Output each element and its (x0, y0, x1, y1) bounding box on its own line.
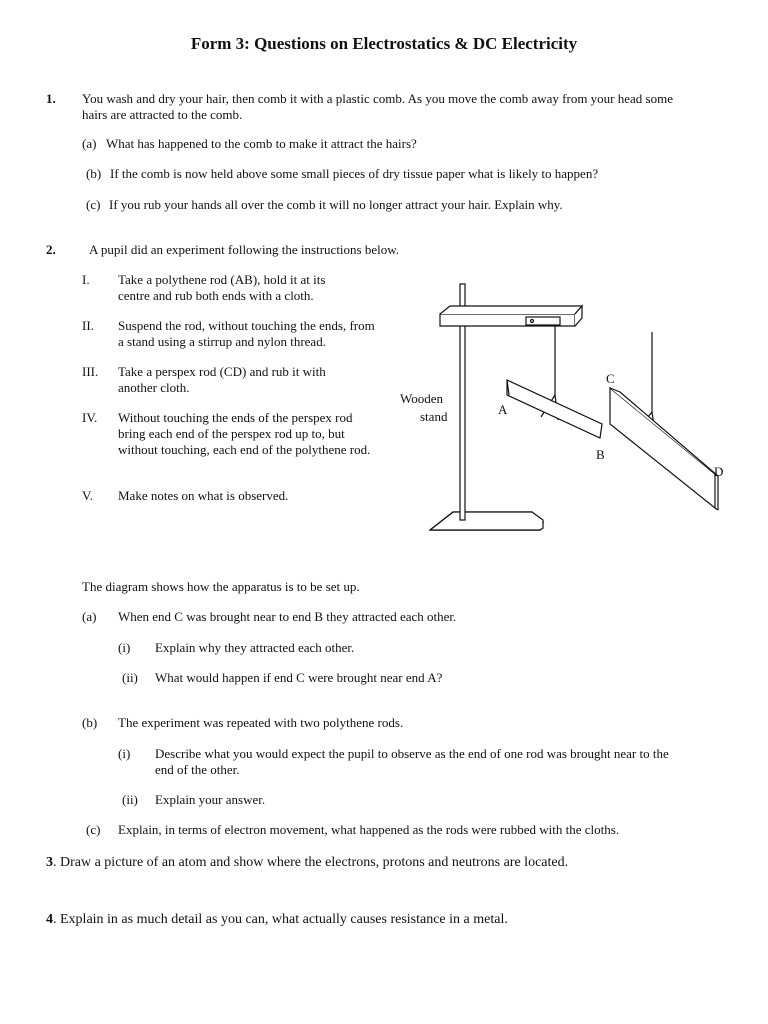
part-label: (b) (82, 715, 98, 730)
question-4 (46, 912, 508, 928)
step-text: Without touching the ends of the perspex rod bring each end of the perspex rod up to, but without touching, each end of the polythene rod. (118, 410, 371, 457)
question-number: 3 (46, 855, 53, 870)
question-number: 4 (46, 912, 53, 927)
subpart-text: What would happen if end C were brought near end A? (155, 670, 443, 685)
subpart-label: (i) (118, 746, 131, 761)
step-label: V. (82, 488, 93, 503)
subpart-text: Describe what you would expect the pupil to observe as the end of one rod was brought near to the end of the other. (155, 746, 669, 777)
subpart-label: (ii) (122, 792, 138, 807)
part-label: (a) (82, 609, 97, 624)
part-text: If the comb is now held above some small pieces of dry tissue paper what is likely to happen? (110, 166, 599, 181)
page-title: Form 3: Questions on Electrostatics & DC Electricity (190, 34, 578, 53)
label-wooden: Wooden (400, 391, 443, 406)
subpart-label: (i) (118, 640, 131, 655)
step-label: I. (82, 272, 90, 287)
question-text: . Explain in as much detail as you can, what actually causes resistance in a metal. (53, 912, 508, 927)
step-text: Take a perspex rod (CD) and rub it with another cloth. (118, 364, 326, 395)
subpart-text: Explain your answer. (155, 792, 266, 807)
step-label: III. (82, 364, 99, 379)
label-stand: stand (420, 409, 448, 424)
part-text: When end C was brought near to end B they attracted each other. (118, 609, 457, 624)
label-end-a: A (498, 402, 508, 417)
part-label: (a) (82, 136, 97, 151)
part-text: If you rub your hands all over the comb it will no longer attract your hair. Explain why. (109, 197, 563, 212)
step-text: Take a polythene rod (AB), hold it at its centre and rub both ends with a cloth. (118, 272, 326, 303)
part-text: The experiment was repeated with two polythene rods. (118, 715, 404, 730)
part-text: Explain, in terms of electron movement, what happened as the rods were rubbed with the cloths. (118, 822, 620, 837)
label-end-c: C (606, 371, 615, 386)
part-text: What has happened to the comb to make it attract the hairs? (106, 136, 417, 151)
part-label: (b) (86, 166, 102, 181)
diagram-intro: The diagram shows how the apparatus is to be set up. (82, 579, 360, 594)
label-end-b: B (596, 447, 605, 462)
question-text: . Draw a picture of an atom and show where the electrons, protons and neutrons are located. (53, 855, 569, 870)
question-3 (46, 855, 568, 871)
subpart-text: Explain why they attracted each other. (155, 640, 355, 655)
question-number: 2. (46, 242, 56, 257)
step-text: Make notes on what is observed. (118, 488, 289, 503)
question-number: 1. (46, 91, 56, 106)
step-label: IV. (82, 410, 98, 425)
step-label: II. (82, 318, 94, 333)
question-stem: A pupil did an experiment following the instructions below. (89, 242, 400, 257)
label-end-d: D (714, 464, 724, 479)
question-stem: You wash and dry your hair, then comb it with a plastic comb. As you move the comb away from your head some hairs are attracted to the comb. (82, 91, 673, 122)
subpart-label: (ii) (122, 670, 138, 685)
apparatus-diagram (390, 262, 740, 547)
step-text: Suspend the rod, without touching the ends, from a stand using a stirrup and nylon thread. (118, 318, 375, 349)
part-label: (c) (86, 197, 101, 212)
part-label: (c) (86, 822, 101, 837)
